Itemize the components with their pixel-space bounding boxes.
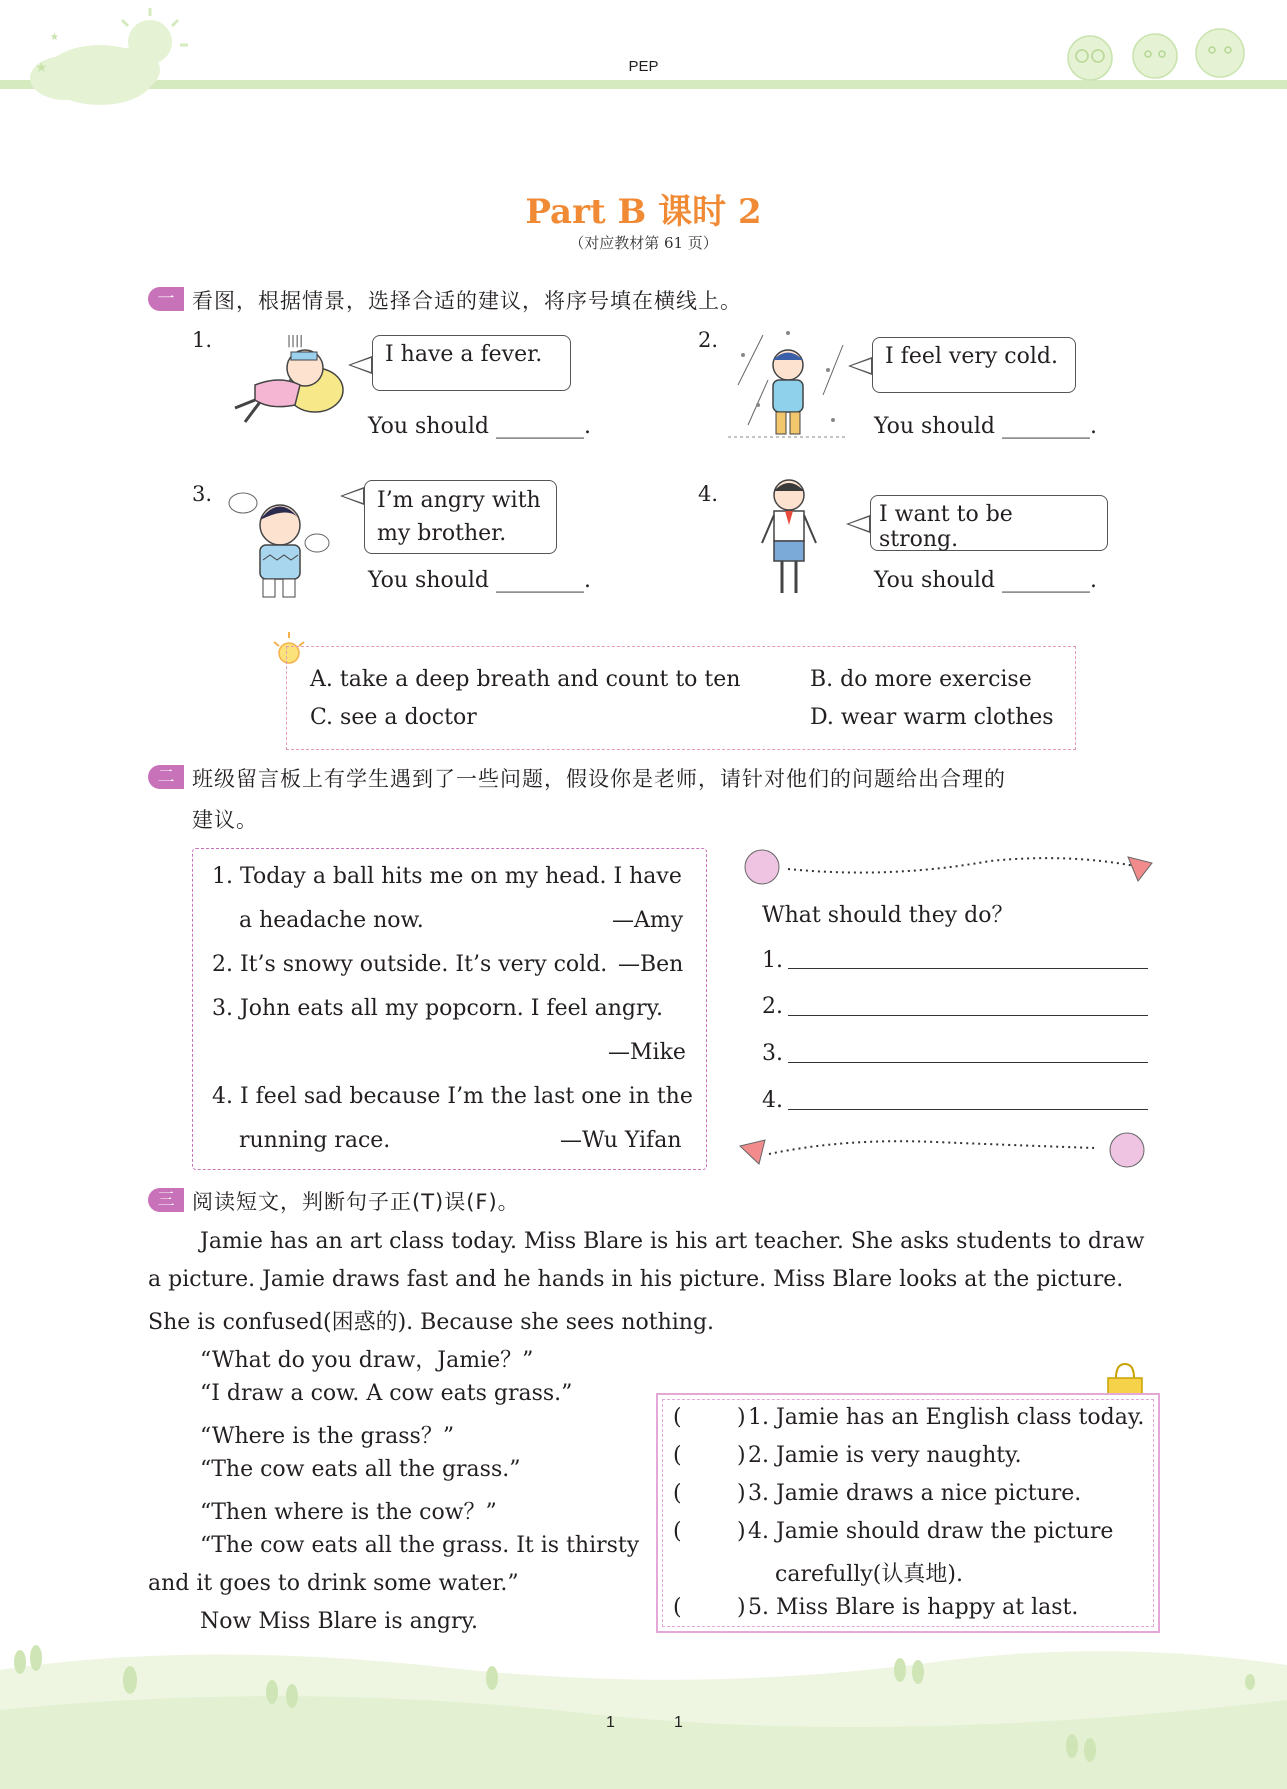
item4-speech-bubble: I want to be strong. [870,495,1108,551]
answer-question: What should they do？ [762,903,1014,928]
judgement-box-inner [662,1399,1154,1627]
strong-boy-illustration [752,475,827,600]
message4-signature: —Wu Yifan [560,1128,682,1153]
answer-slot-1[interactable]: ) [737,1405,746,1430]
statement-4-line2: carefully(认真地). [775,1562,963,1587]
section2-instruction-line1: 班级留言板上有学生遇到了一些问题，假设你是老师，请针对他们的问题给出合理的 [192,767,1006,791]
section2-badge: 二 [148,765,184,789]
item1-prompt: You should ________. [368,414,591,439]
paren-open-4: ( [673,1519,682,1544]
option-c: C. see a doctor [310,705,477,730]
paren-open-2: ( [673,1443,682,1468]
answer-line-2[interactable] [788,1015,1148,1016]
statement-3: 3. Jamie draws a nice picture. [748,1481,1082,1506]
item2-bubble-tail [848,357,872,375]
message4-line2: running race. [239,1128,391,1153]
item3-prompt: You should ________. [368,568,591,593]
item2-number: 2. [698,328,719,352]
page-title: Part B 课时 2 [525,192,762,232]
top-dotted-vine-decoration [740,845,1160,893]
sick-girl-illustration [225,330,355,430]
passage-line3: She is confused(困惑的). Because she sees nothing. [148,1310,715,1335]
statement-1: 1. Jamie has an English class today. [748,1405,1145,1430]
message4-line1: 4. I feel sad because I’m the last one in the [212,1084,693,1109]
page-subtitle: （对应教材第 61 页） [569,234,718,252]
answer-number-2: 2. [762,994,783,1019]
statement-4-line1: 4. Jamie should draw the picture [748,1519,1114,1544]
item3-bubble-line2: my brother. [377,521,507,546]
dialogue-6: “The cow eats all the grass. It is thirsty [200,1533,640,1558]
option-d: D. wear warm clothes [810,705,1054,730]
message2-signature: —Ben [618,952,684,977]
message1-line1: 1. Today a ball hits me on my head. I have [212,864,682,889]
option-a: A. take a deep breath and count to ten [310,667,741,692]
angry-boy-illustration [225,475,335,605]
item2-speech-bubble: I feel very cold. [872,337,1076,393]
options-box [286,646,1076,750]
option-b: B. do more exercise [810,667,1032,692]
footer-hills-decoration [0,1640,1287,1789]
section2-instruction-line2: 建议。 [192,808,258,832]
answer-slot-2[interactable]: ) [737,1443,746,1468]
dialogue-1: “What do you draw，Jamie？” [200,1348,534,1373]
page-number-a: 1 [606,1714,615,1731]
answer-number-3: 3. [762,1041,783,1066]
section1-badge: 一 [148,287,184,311]
answer-number-1: 1. [762,948,783,973]
passage-line1: Jamie has an art class today. Miss Blare is his art teacher. She asks students to draw [200,1229,1145,1254]
page-number-b: 1 [674,1714,683,1731]
section1-instruction: 看图，根据情景，选择合适的建议，将序号填在横线上。 [192,289,742,313]
passage-line2: a picture. Jamie draws fast and he hands in his picture. Miss Blare looks at the picture. [148,1267,1124,1292]
closing-line: Now Miss Blare is angry. [200,1609,479,1634]
bottom-dotted-vine-decoration [735,1128,1155,1176]
statement-5: 5. Miss Blare is happy at last. [748,1595,1079,1620]
dialogue-5: “Then where is the cow？” [200,1500,497,1525]
item4-prompt: You should ________. [874,568,1097,593]
statement-2: 2. Jamie is very naughty. [748,1443,1022,1468]
item1-number: 1. [192,328,213,352]
message3: 3. John eats all my popcorn. I feel angry. [212,996,664,1021]
answer-slot-3[interactable]: ) [737,1481,746,1506]
item3-number: 3. [192,482,213,506]
svg-text:||||: |||| [287,333,304,347]
message3-signature: —Mike [608,1040,686,1065]
paren-open-1: ( [673,1405,682,1430]
item3-speech-bubble [364,480,557,554]
item1-bubble-tail [348,356,372,374]
answer-slot-5[interactable]: ) [737,1595,746,1620]
item3-bubble-line1: I’m angry with [377,488,541,513]
svg-text:★: ★ [50,32,59,43]
paren-open-5: ( [673,1595,682,1620]
dialogue-3: “Where is the grass？” [200,1424,455,1449]
section3-badge: 三 [148,1188,184,1212]
dialogue-6-cont: and it goes to drink some water.” [148,1571,519,1596]
item1-speech-bubble: I have a fever. [372,335,571,391]
answer-line-1[interactable] [788,968,1148,969]
answer-line-4[interactable] [788,1109,1148,1110]
dialogue-4: “The cow eats all the grass.” [200,1457,521,1482]
cold-boy-illustration [728,325,848,443]
answer-slot-4[interactable]: ) [737,1519,746,1544]
answer-number-4: 4. [762,1088,783,1113]
item3-bubble-tail [340,487,364,505]
message1-line2: a headache now. [239,908,424,933]
item4-bubble-tail [846,515,870,533]
section3-instruction: 阅读短文，判断句子正(T)误(F)。 [192,1190,520,1214]
item4-number: 4. [698,482,719,506]
dialogue-2: “I draw a cow. A cow eats grass.” [200,1381,573,1406]
header-label: PEP [628,58,659,75]
paren-open-3: ( [673,1481,682,1506]
message1-signature: —Amy [612,908,684,933]
svg-text:★: ★ [35,60,48,76]
answer-line-3[interactable] [788,1062,1148,1063]
message2: 2. It’s snowy outside. It’s very cold. [212,952,608,977]
item2-prompt: You should ________. [874,414,1097,439]
